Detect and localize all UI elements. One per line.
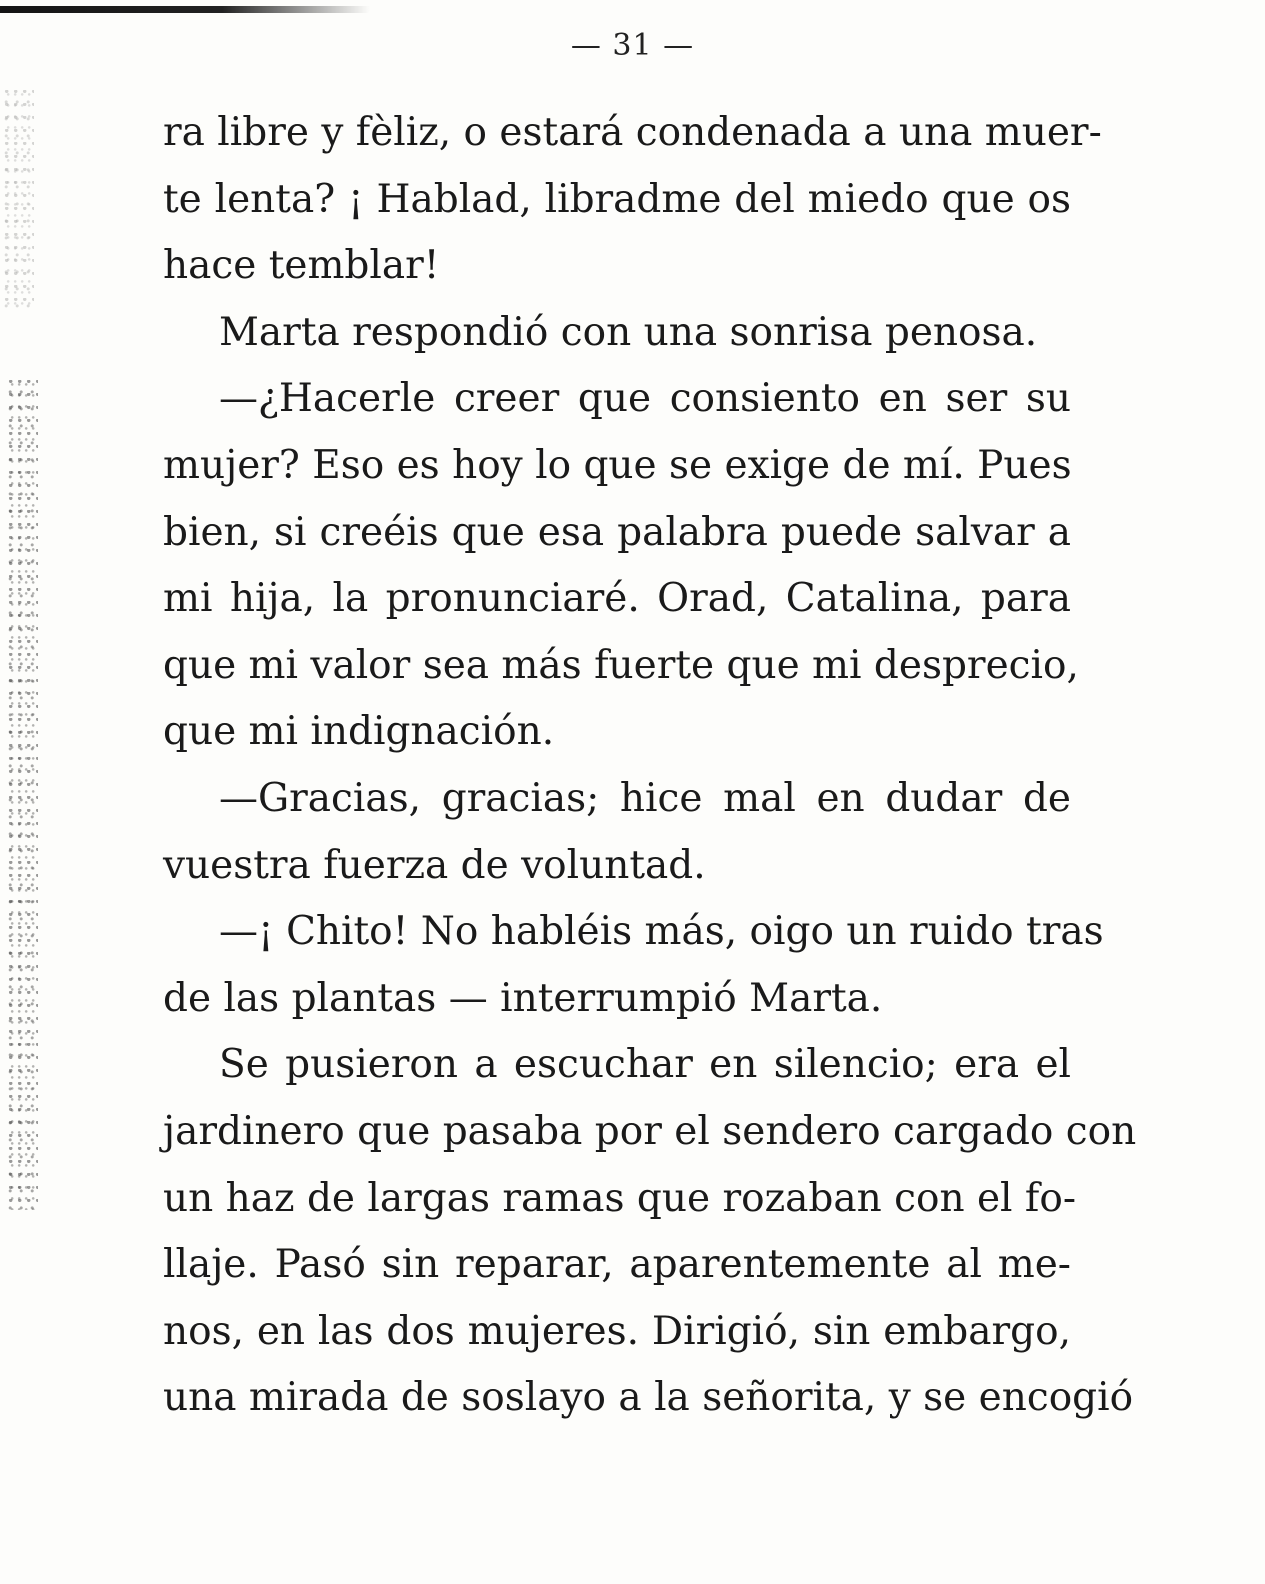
page-number: — 31 —	[570, 28, 695, 63]
gutter-speckle-lower	[8, 380, 38, 1210]
text-line: de las plantas — interrumpió Marta.	[163, 975, 883, 1021]
text-line: vuestra fuerza de voluntad.	[163, 842, 706, 888]
text-line: te lenta? ¡ Hablad, libradme del miedo que os	[163, 176, 1071, 222]
text-line: mi hija, la pronunciaré. Orad, Catalina, para	[163, 576, 1071, 622]
text-line: —Gracias, gracias; hice mal en dudar de	[219, 775, 1071, 821]
text-line: Se pusieron a escuchar en silencio; era el	[219, 1042, 1071, 1088]
text-line: mujer? Eso es hoy lo que se exige de mí. Pues	[163, 442, 1072, 488]
text-line: llaje. Pasó sin reparar, aparentemente al me-	[163, 1242, 1071, 1288]
text-line: jardinero que pasaba por el sendero cargado con	[163, 1108, 1137, 1154]
text-line: un haz de largas ramas que rozaban con el fo-	[163, 1175, 1077, 1221]
text-line: que mi valor sea más fuerte que mi desprecio,	[163, 642, 1079, 688]
text-line: ra libre y fèliz, o estará condenada a una muer-	[163, 110, 1102, 155]
text-line: que mi indignación.	[163, 709, 555, 755]
text-line: Marta respondió con una sonrisa penosa.	[219, 309, 1038, 355]
text-line: —¡ Chito! No habléis más, oigo un ruido tras	[219, 909, 1104, 955]
text-line: —¿Hacerle creer que consiento en ser su	[219, 376, 1071, 422]
scan-edge-shadow	[0, 6, 370, 13]
text-line: hace temblar!	[163, 243, 440, 289]
gutter-speckle-upper	[4, 90, 34, 310]
text-line: nos, en las dos mujeres. Dirigió, sin embargo,	[163, 1308, 1071, 1354]
text-line: bien, si creéis que esa palabra puede salvar a	[163, 509, 1071, 555]
body-text	[163, 100, 1137, 1432]
text-line: una mirada de soslayo a la señorita, y se encogió	[163, 1375, 1134, 1421]
